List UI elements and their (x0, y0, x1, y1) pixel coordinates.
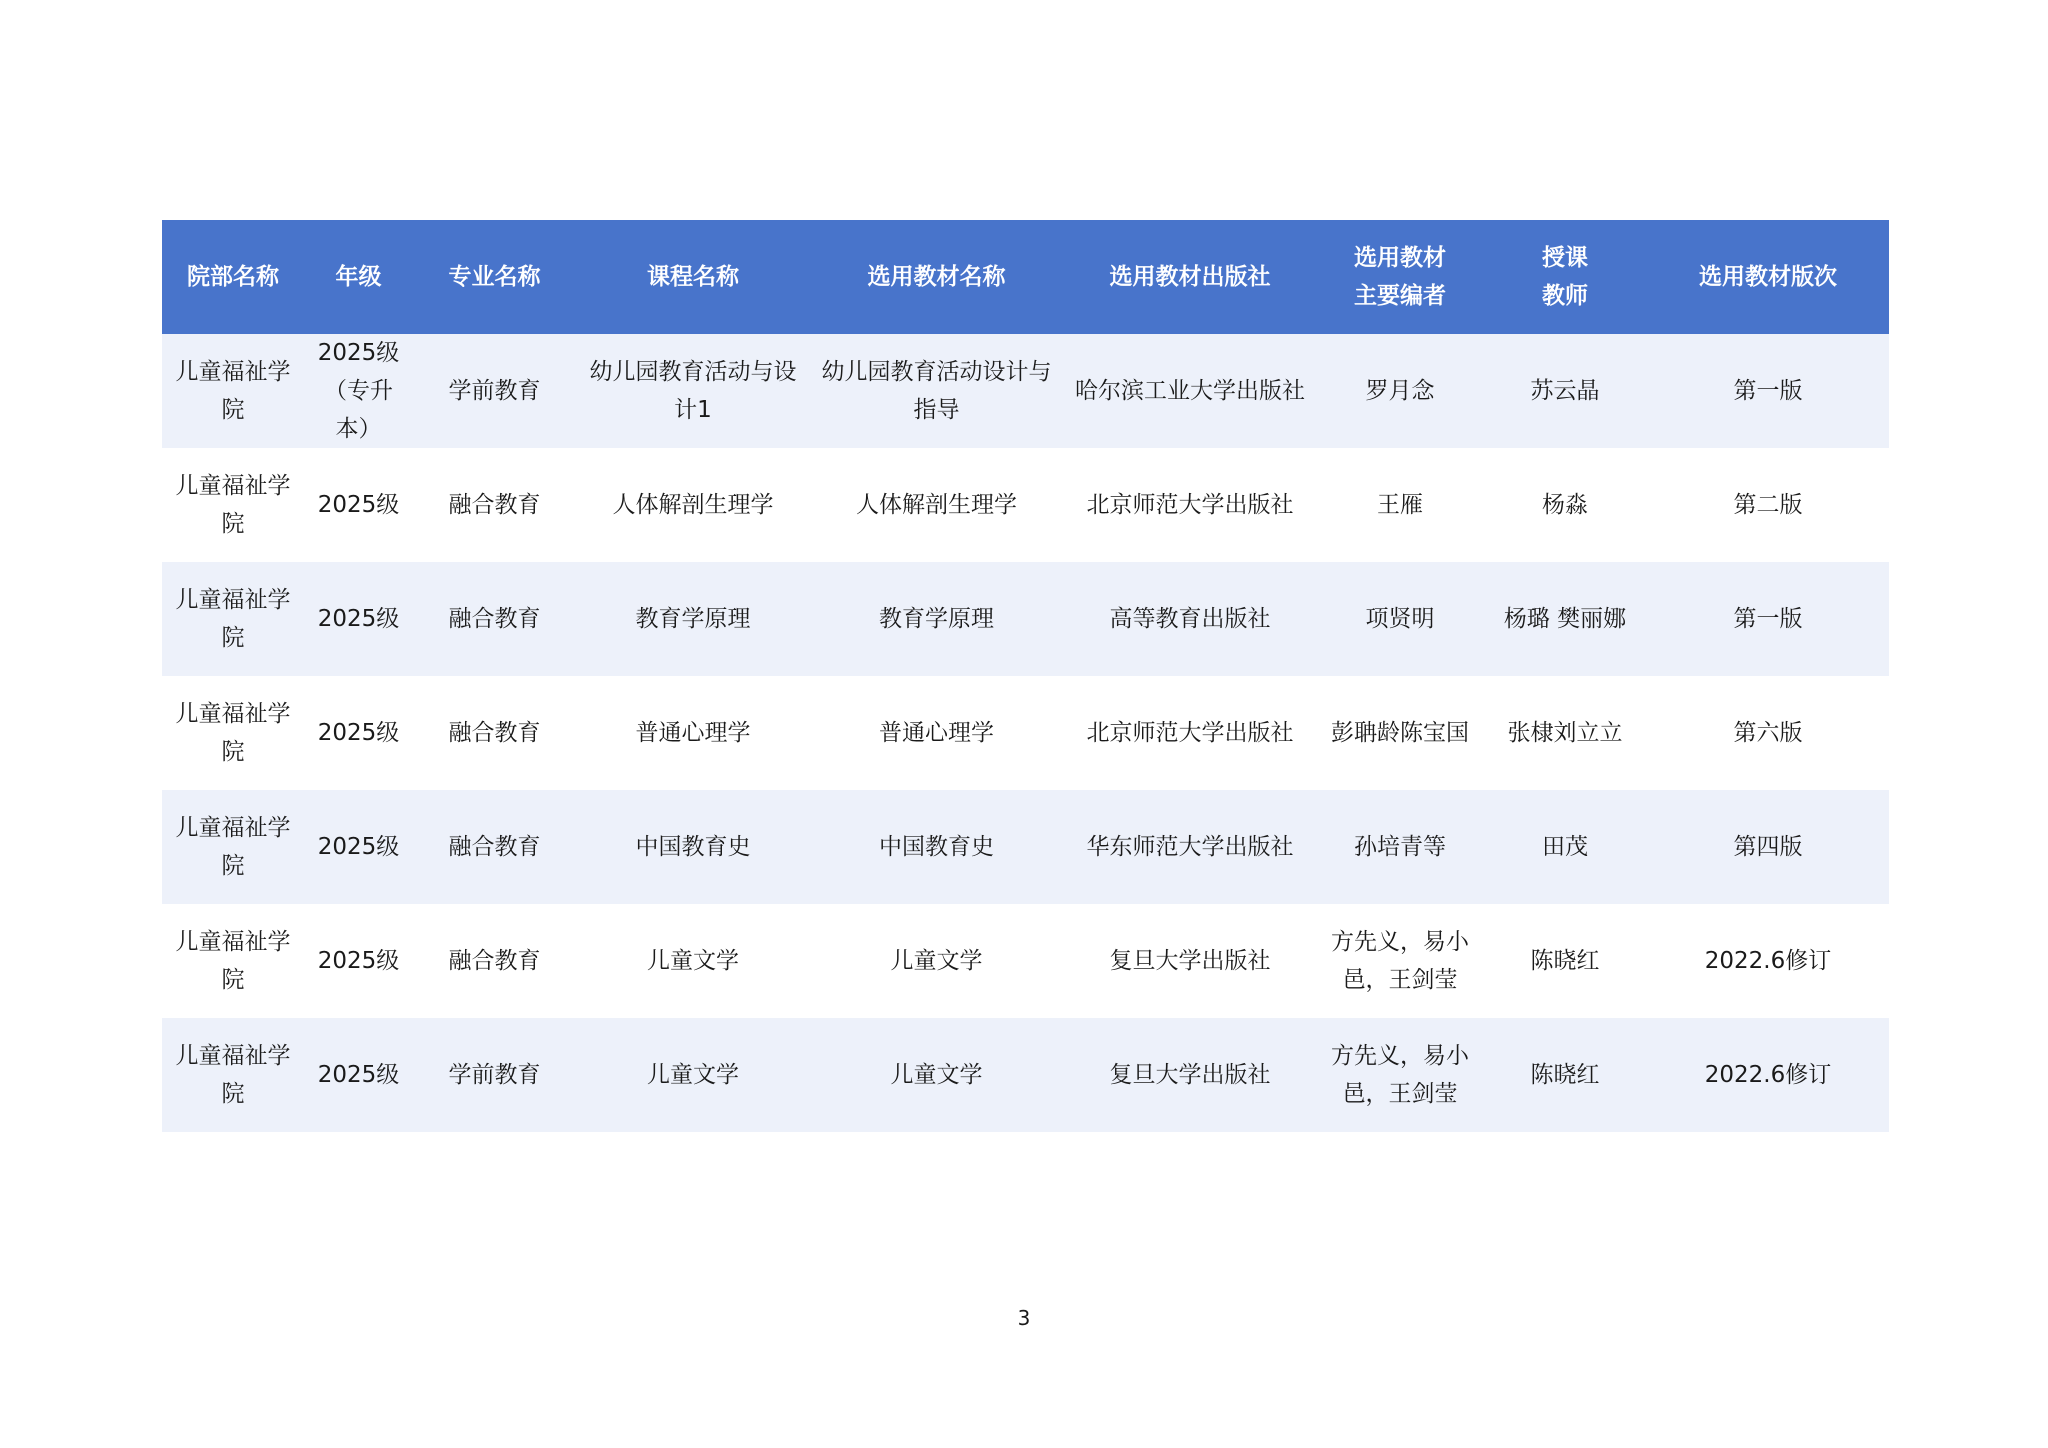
cell-textbook: 人体解剖生理学 (856, 492, 1017, 518)
cell-grade: 2025级 (317, 1062, 400, 1088)
cell-department: 儿童福祉学院 (175, 359, 291, 423)
cell-teacher: 陈晓红 (1530, 948, 1600, 974)
header-department: 院部名称 (187, 264, 279, 290)
cell-edition: 2022.6修订 (1704, 948, 1832, 974)
header-publisher: 选用教材出版社 (1109, 264, 1271, 290)
page-number: 3 (1017, 1306, 1031, 1330)
cell-department: 儿童福祉学院 (175, 815, 291, 879)
cell-course: 中国教育史 (635, 834, 751, 860)
cell-publisher: 高等教育出版社 (1109, 606, 1271, 632)
table-row (162, 904, 1889, 1018)
cell-edition: 2022.6修订 (1704, 1062, 1832, 1088)
cell-department: 儿童福祉学院 (175, 587, 291, 651)
cell-textbook: 中国教育史 (879, 834, 994, 860)
table-row (162, 1018, 1889, 1132)
cell-teacher: 杨璐 樊丽娜 (1503, 606, 1627, 632)
cell-major: 融合教育 (448, 492, 541, 518)
cell-editor: 方先义，易小邑，王剑莹 (1331, 929, 1469, 993)
cell-major: 融合教育 (448, 720, 541, 746)
cell-major: 融合教育 (448, 606, 541, 632)
cell-department: 儿童福祉学院 (175, 929, 291, 993)
cell-course: 儿童文学 (647, 948, 739, 974)
table-body (162, 334, 1889, 1132)
header-course: 课程名称 (647, 264, 739, 290)
cell-teacher: 张棣刘立立 (1507, 720, 1623, 746)
header-teacher-line2: 教师 (1542, 283, 1588, 309)
cell-publisher: 哈尔滨工业大学出版社 (1075, 378, 1305, 404)
cell-major: 融合教育 (448, 948, 541, 974)
cell-textbook: 儿童文学 (890, 948, 983, 974)
cell-grade: 2025级 (317, 492, 400, 518)
cell-major: 学前教育 (448, 1062, 541, 1088)
cell-teacher: 陈晓红 (1530, 1062, 1600, 1088)
cell-editor: 罗月念 (1365, 378, 1435, 404)
cell-grade: 2025级（专升本） (317, 340, 400, 442)
cell-editor: 彭聃龄陈宝国 (1331, 720, 1469, 746)
cell-publisher: 北京师范大学出版社 (1086, 492, 1294, 518)
header-textbook: 选用教材名称 (867, 264, 1006, 290)
cell-course: 幼儿园教育活动与设计1 (589, 359, 797, 423)
header-major: 专业名称 (448, 264, 541, 290)
cell-editor: 方先义，易小邑，王剑莹 (1331, 1043, 1469, 1107)
cell-editor: 王雁 (1377, 492, 1423, 518)
cell-publisher: 华东师范大学出版社 (1086, 834, 1294, 860)
cell-edition: 第四版 (1733, 834, 1803, 860)
cell-textbook: 教育学原理 (879, 606, 994, 632)
cell-publisher: 复旦大学出版社 (1109, 948, 1271, 974)
header-teacher-line1: 授课 (1542, 245, 1588, 271)
cell-grade: 2025级 (317, 606, 400, 632)
cell-course: 人体解剖生理学 (612, 492, 774, 518)
cell-department: 儿童福祉学院 (175, 701, 291, 765)
cell-course: 教育学原理 (635, 606, 751, 632)
header-grade: 年级 (335, 264, 382, 290)
cell-grade: 2025级 (317, 948, 400, 974)
cell-major: 学前教育 (448, 378, 541, 404)
table-row (162, 562, 1889, 676)
cell-teacher: 苏云晶 (1530, 378, 1600, 404)
textbook-table (162, 220, 1889, 1132)
cell-teacher: 田茂 (1542, 834, 1588, 860)
header-editor-line2: 主要编者 (1354, 283, 1446, 309)
table-row (162, 790, 1889, 904)
table-row (162, 334, 1889, 448)
cell-grade: 2025级 (317, 834, 400, 860)
cell-publisher: 北京师范大学出版社 (1086, 720, 1294, 746)
header-editor-line1: 选用教材 (1354, 245, 1446, 271)
table-row (162, 676, 1889, 790)
cell-edition: 第二版 (1733, 492, 1803, 518)
cell-publisher: 复旦大学出版社 (1109, 1062, 1271, 1088)
cell-edition: 第六版 (1733, 720, 1803, 746)
table-header-row (162, 220, 1889, 334)
cell-major: 融合教育 (448, 834, 541, 860)
header-teacher (1483, 220, 1647, 334)
cell-editor: 项贤明 (1365, 606, 1435, 632)
cell-department: 儿童福祉学院 (175, 473, 291, 537)
cell-edition: 第一版 (1733, 378, 1803, 404)
cell-course: 普通心理学 (635, 720, 751, 746)
cell-textbook: 儿童文学 (890, 1062, 983, 1088)
header-editor (1317, 220, 1483, 334)
cell-department: 儿童福祉学院 (175, 1043, 291, 1107)
cell-editor: 孙培青等 (1354, 834, 1446, 860)
cell-textbook: 幼儿园教育活动设计与指导 (821, 359, 1052, 423)
cell-textbook: 普通心理学 (879, 720, 994, 746)
header-edition: 选用教材版次 (1699, 264, 1837, 290)
cell-teacher: 杨淼 (1542, 492, 1588, 518)
cell-course: 儿童文学 (647, 1062, 739, 1088)
cell-grade: 2025级 (317, 720, 400, 746)
cell-edition: 第一版 (1733, 606, 1803, 632)
table-row (162, 448, 1889, 562)
